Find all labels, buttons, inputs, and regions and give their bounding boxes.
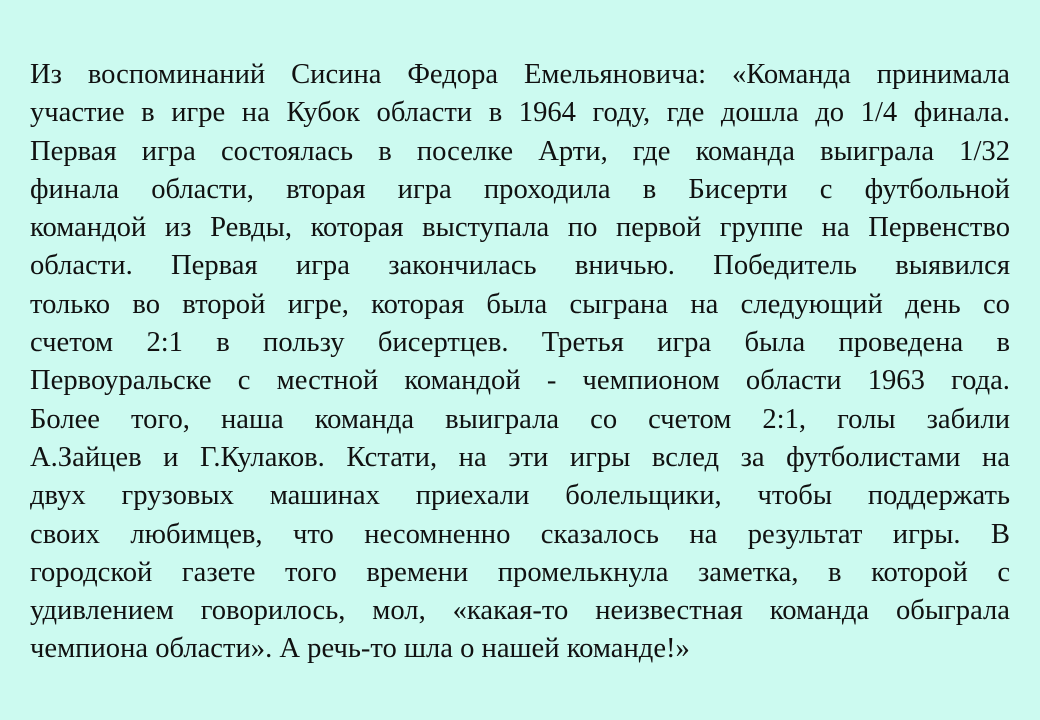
paragraph-line-10: Более того, наша команда выиграла со счетом 2:1, голы забили bbox=[30, 403, 1011, 435]
paragraph-line-16: чемпиона области». А речь-то шла о нашей команде!» bbox=[30, 633, 690, 665]
paragraph-line-15: удивлением говорилось, мол, «какая-то неизвестная команда обыграла bbox=[30, 595, 1010, 627]
paragraph-line-11: А.Зайцев и Г.Кулаков. Кстати, на эти игры вслед за футболистами на bbox=[30, 441, 1010, 473]
paragraph-line-4: финала области, вторая игра проходила в Бисерти с футбольной bbox=[30, 173, 1010, 205]
paragraph-line-8: счетом 2:1 в пользу бисертцев. Третья игра была проведена в bbox=[30, 327, 1011, 359]
paragraph-line-9: Первоуральске с местной командой - чемпионом области 1963 года. bbox=[30, 365, 1010, 397]
paragraph-line-12: двух грузовых машинах приехали болельщики, чтобы поддержать bbox=[30, 480, 1010, 512]
paragraph-line-1: Из воспоминаний Сисина Федора Емельяновича: «Команда принимала bbox=[30, 59, 1010, 90]
paragraph-line-2: участие в игре на Кубок области в 1964 году, где дошла до 1/4 финала. bbox=[30, 97, 1010, 129]
paragraph-line-6: области. Первая игра закончилась вничью. Победитель выявился bbox=[30, 250, 1011, 282]
memoir-paragraph bbox=[30, 56, 1010, 669]
paragraph-line-7: только во второй игре, которая была сыграна на следующий день со bbox=[30, 288, 1010, 320]
paragraph-line-13: своих любимцев, что несомненно сказалось на результат игры. В bbox=[30, 518, 1010, 550]
paragraph-line-5: командой из Ревды, которая выступала по первой группе на Первенство bbox=[30, 212, 1011, 244]
paragraph-line-3: Первая игра состоялась в поселке Арти, где команда выиграла 1/32 bbox=[30, 135, 1010, 167]
paragraph-line-14: городской газете того времени промелькнула заметка, в которой с bbox=[30, 556, 1011, 588]
